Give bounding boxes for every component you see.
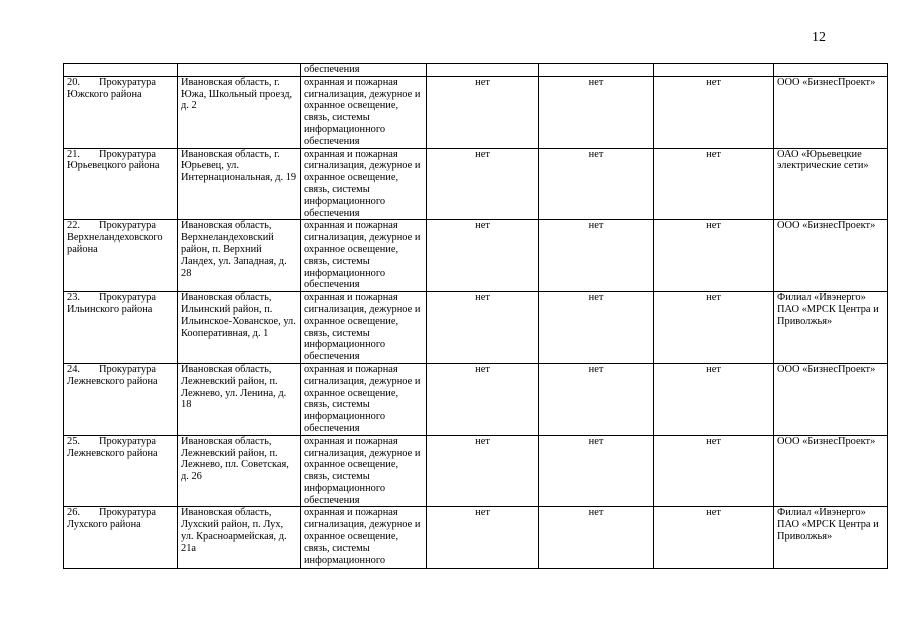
cell-systems: охранная и пожарная сигнализация, дежурное и охранное освещение, связь, системы информационного (301, 507, 427, 569)
row-number: 20. (67, 76, 80, 88)
cell-col4: нет (427, 148, 539, 220)
cell-col5: нет (539, 148, 654, 220)
cell-col4: нет (427, 292, 539, 364)
cell-name (64, 64, 178, 77)
name-rest: Юрьевецкого района (67, 160, 160, 172)
row-number: 22. (67, 220, 80, 232)
name-rest: Лежневского района (67, 447, 158, 459)
name-first: Прокуратура (99, 363, 156, 375)
name-rest: Верхнеландеховского района (67, 232, 163, 255)
cell-address (178, 64, 301, 77)
cell-systems: охранная и пожарная сигнализация, дежурное и охранное освещение, связь, системы информационного обеспечения (301, 220, 427, 292)
table-row (64, 148, 888, 220)
cell-col4: нет (427, 507, 539, 569)
cell-col6: нет (654, 148, 774, 220)
cell-col4: нет (427, 435, 539, 507)
cell-col5: нет (539, 435, 654, 507)
table-row (64, 220, 888, 292)
cell-provider: ОАО «Юрьевецкие электрические сети» (774, 148, 888, 220)
cell-address: Ивановская область, Ильинский район, п. Ильинское-Хованское, ул. Кооперативная, д. 1 (178, 292, 301, 364)
table-row (64, 435, 888, 507)
cell-provider: ООО «БизнесПроект» (774, 76, 888, 148)
cell-col6: нет (654, 220, 774, 292)
continuation-row (64, 64, 888, 77)
row-number: 23. (67, 292, 80, 304)
cell-provider: ООО «БизнесПроект» (774, 435, 888, 507)
row-number: 21. (67, 148, 80, 160)
cell-col6: нет (654, 363, 774, 435)
cell-name (64, 148, 178, 220)
cell-provider: ООО «БизнесПроект» (774, 220, 888, 292)
table-row (64, 292, 888, 364)
table-row (64, 76, 888, 148)
row-number: 25. (67, 435, 80, 447)
cell-col6 (654, 64, 774, 77)
cell-provider: Филиал «Ивэнерго» ПАО «МРСК Центра и Приволжья» (774, 507, 888, 569)
table-row (64, 363, 888, 435)
cell-name (64, 435, 178, 507)
cell-col6: нет (654, 292, 774, 364)
cell-address: Ивановская область, Лухский район, п. Лух, ул. Красноармейская, д. 21а (178, 507, 301, 569)
cell-col4: нет (427, 363, 539, 435)
cell-systems: охранная и пожарная сигнализация, дежурное и охранное освещение, связь, системы информационного обеспечения (301, 435, 427, 507)
cell-col6: нет (654, 76, 774, 148)
table-row (64, 507, 888, 569)
cell-systems: охранная и пожарная сигнализация, дежурное и охранное освещение, связь, системы информационного обеспечения (301, 76, 427, 148)
row-number: 26. (67, 507, 80, 519)
cell-address: Ивановская область, г. Юрьевец, ул. Интернациональная, д. 19 (178, 148, 301, 220)
cell-col6: нет (654, 507, 774, 569)
cell-col5: нет (539, 220, 654, 292)
cell-systems: обеспечения (301, 64, 427, 77)
cell-col5: нет (539, 76, 654, 148)
cell-systems: охранная и пожарная сигнализация, дежурное и охранное освещение, связь, системы информационного обеспечения (301, 292, 427, 364)
name-first: Прокуратура (99, 292, 156, 304)
cell-name (64, 507, 178, 569)
page-number: 12 (812, 30, 826, 45)
cell-name (64, 220, 178, 292)
name-first: Прокуратура (99, 435, 156, 447)
facilities-table (63, 63, 888, 569)
cell-col4 (427, 64, 539, 77)
cell-name (64, 363, 178, 435)
name-first: Прокуратура (99, 148, 156, 160)
cell-col5: нет (539, 507, 654, 569)
cell-col5 (539, 64, 654, 77)
name-first: Прокуратура (99, 76, 156, 88)
cell-col6: нет (654, 435, 774, 507)
cell-address: Ивановская область, Лежневский район, п. Лежнево, ул. Ленина, д. 18 (178, 363, 301, 435)
cell-address: Ивановская область, г. Южа, Школьный проезд, д. 2 (178, 76, 301, 148)
cell-provider: Филиал «Ивэнерго» ПАО «МРСК Центра и Приволжья» (774, 292, 888, 364)
cell-col4: нет (427, 76, 539, 148)
cell-address: Ивановская область, Верхнеландеховский район, п. Верхний Ландех, ул. Западная, д. 28 (178, 220, 301, 292)
name-rest: Южского района (67, 88, 142, 100)
cell-address: Ивановская область, Лежневский район, п. Лежнево, пл. Советская, д. 26 (178, 435, 301, 507)
name-first: Прокуратура (99, 220, 156, 232)
cell-name (64, 292, 178, 364)
name-first: Прокуратура (99, 507, 156, 519)
cell-provider: ООО «БизнесПроект» (774, 363, 888, 435)
row-number: 24. (67, 363, 80, 375)
cell-name (64, 76, 178, 148)
cell-col5: нет (539, 363, 654, 435)
name-rest: Лухского района (67, 519, 141, 531)
cell-systems: охранная и пожарная сигнализация, дежурное и охранное освещение, связь, системы информационного обеспечения (301, 363, 427, 435)
rows-body (64, 76, 888, 569)
name-rest: Ильинского района (67, 303, 153, 315)
name-rest: Лежневского района (67, 375, 158, 387)
cell-col4: нет (427, 220, 539, 292)
cell-provider (774, 64, 888, 77)
cell-systems: охранная и пожарная сигнализация, дежурное и охранное освещение, связь, системы информационного обеспечения (301, 148, 427, 220)
cell-col5: нет (539, 292, 654, 364)
